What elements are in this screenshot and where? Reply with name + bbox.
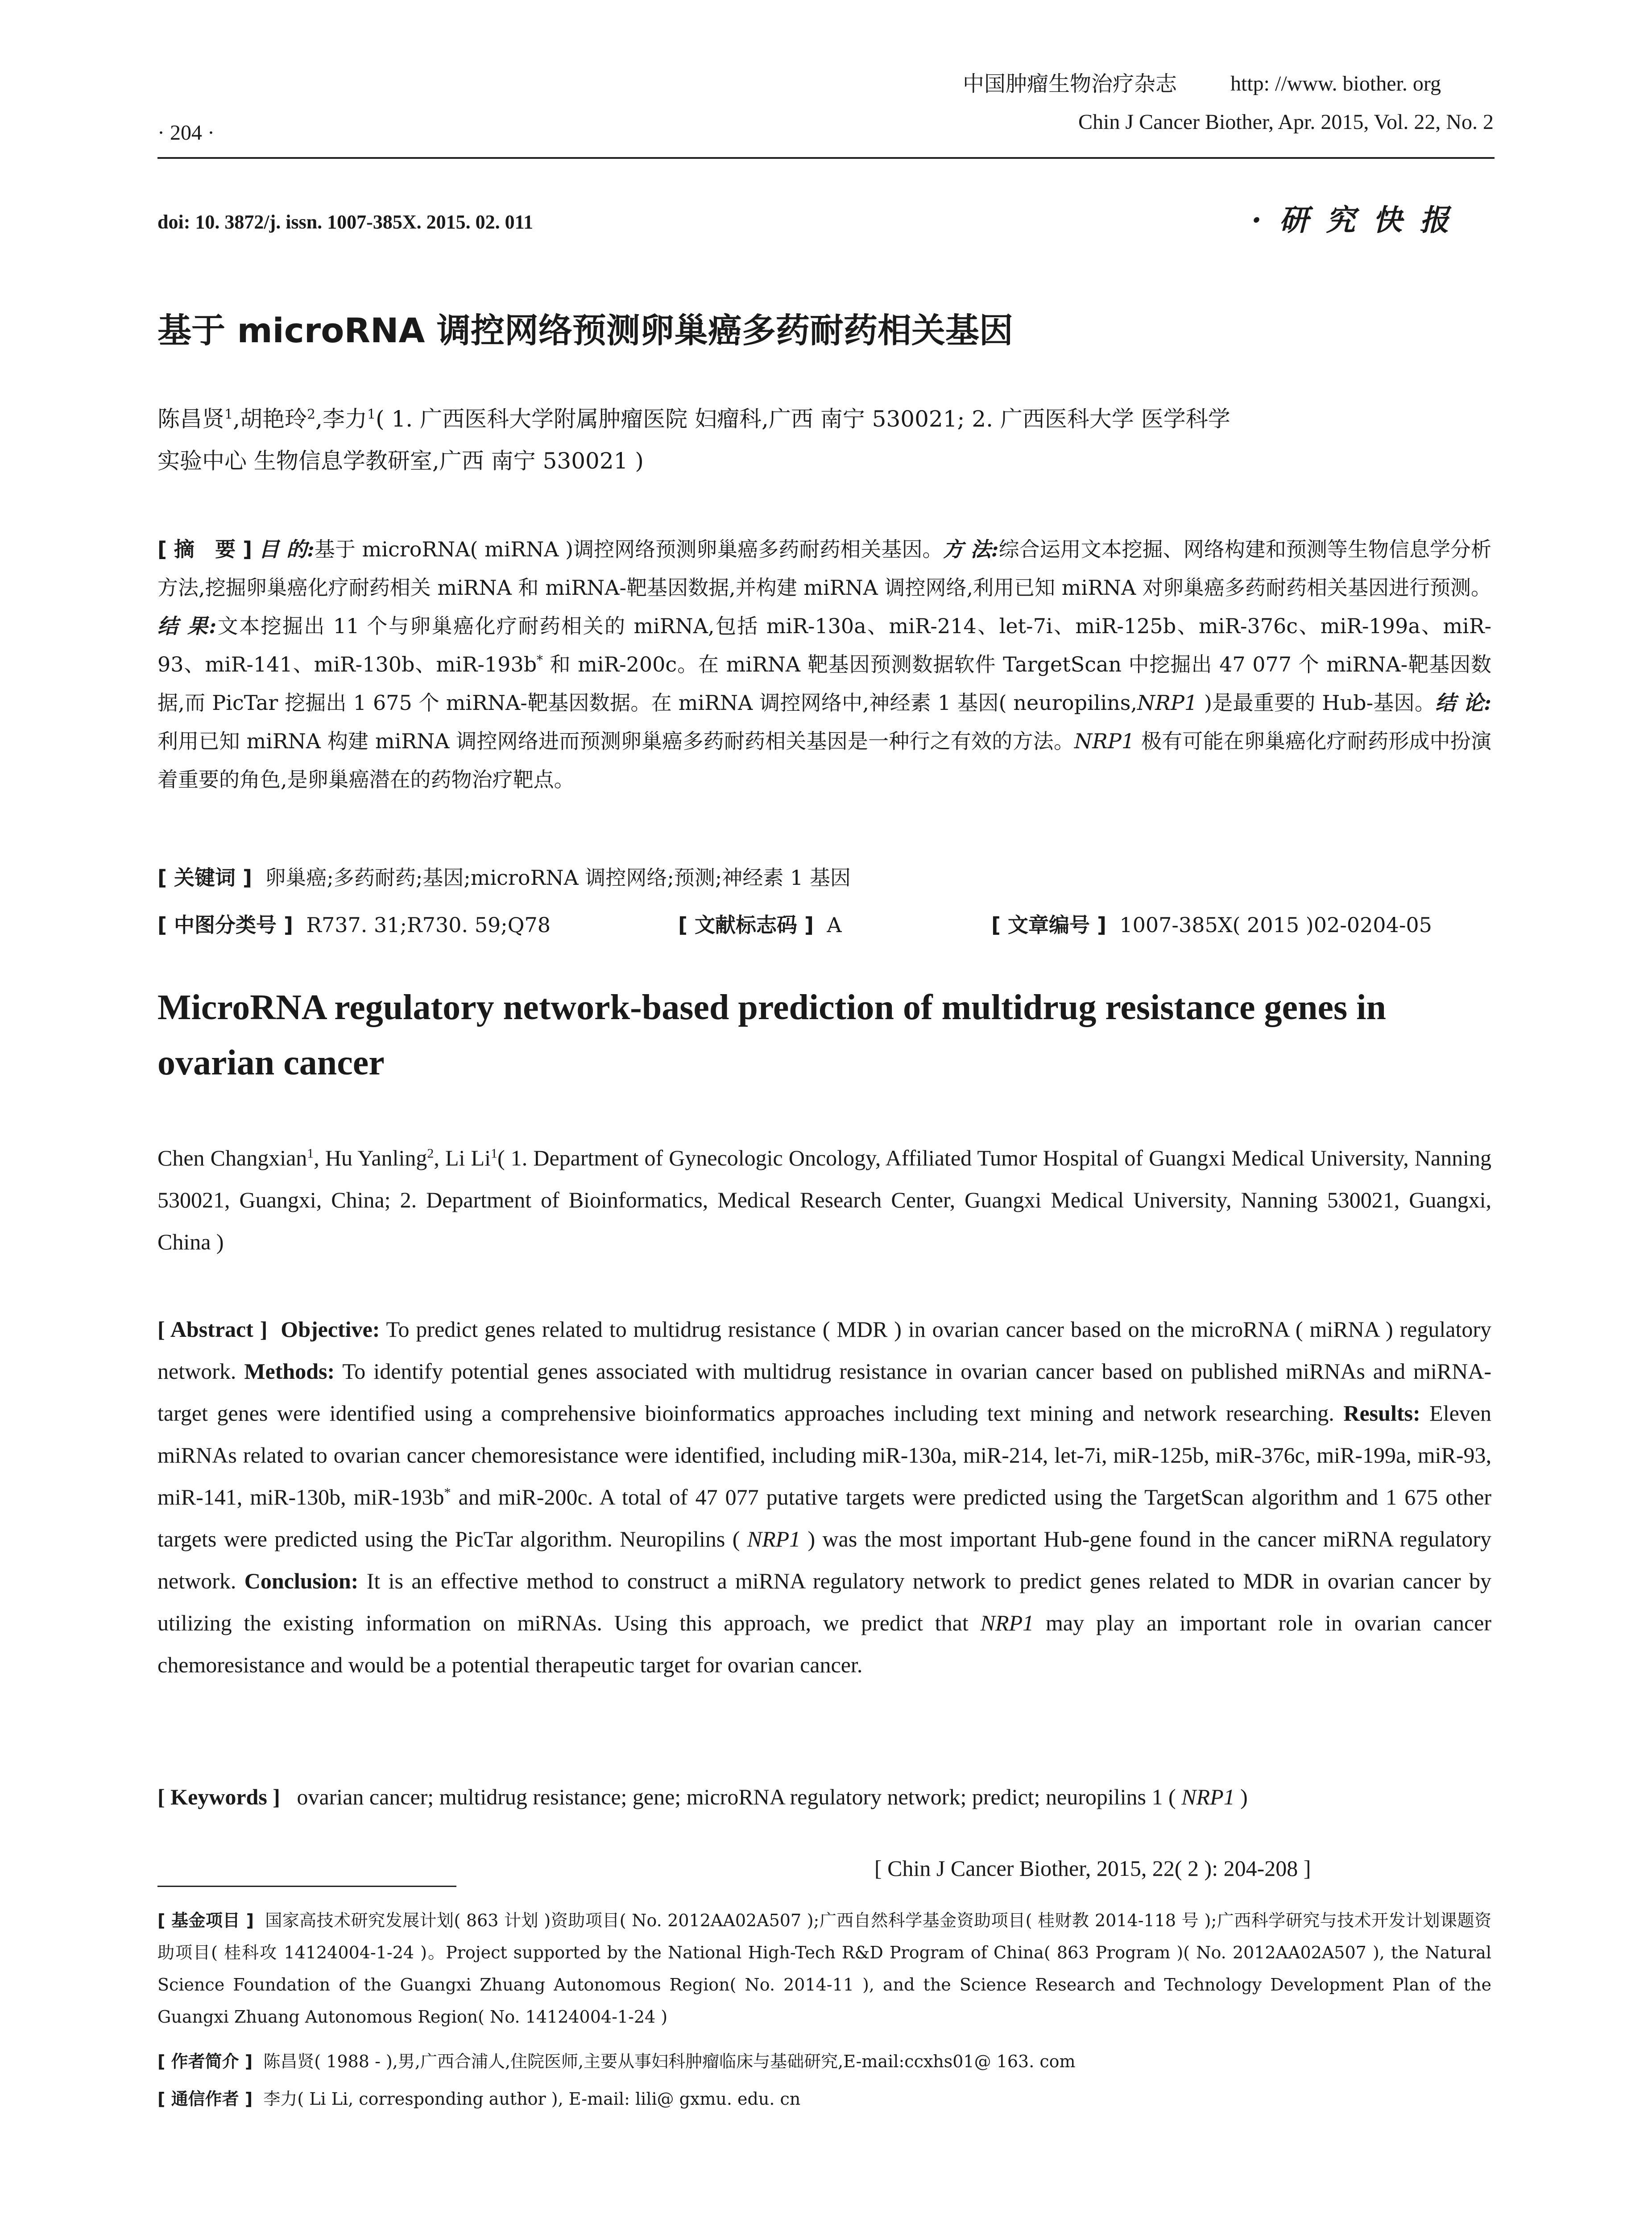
footnote-corresponding: [ 通信作者 ] 李力( Li Li, corresponding author ), E-mail: lili@ gxmu. edu. cn xyxy=(157,2089,801,2109)
abstract-en-label: [ Abstract ] xyxy=(157,1317,268,1342)
article-number: [ 文章编号 ] 1007-385X( 2015 )02-0204-05 xyxy=(991,913,1432,937)
gene-nrp1: NRP1 xyxy=(980,1610,1034,1635)
results-cn-label: 结 果: xyxy=(157,614,217,638)
footnote-funding: [ 基金项目 ] 国家高技术研究发展计划( 863 计划 )资助项目( No. 2012AA02A507 );广西自然科学基金资助项目( 桂财教 2014-118 号 );广西科学研究与技术开发计划课题资助项目( 桂科攻 14124004-1-24 )。Project supported by the National High-Tech R&D Program of China( 863 Program )( No. 2012AA02A507 ), the Natural Science Foundation of the Guangxi Zhuang Autonomous Region( No. 2014-11 ), and the Science Research and Technology Development Plan of the Guangxi Zhuang Autonomous Region( No. 14124004-1-24 ) xyxy=(157,1911,1491,2027)
title-en: MicroRNA regulatory network-based prediction of multidrug resistance genes in ovarian cancer xyxy=(157,988,1386,1082)
author-en-1: Chen Changxian xyxy=(157,1145,307,1170)
conclusion-cn-label: 结 论: xyxy=(1435,691,1492,715)
methods-en-label: Methods: xyxy=(244,1359,335,1384)
authors-cn: 陈昌贤$^1$,胡艳玲$^2$,李力$^1$( 1. 广西医科大学附属肿瘤医院 妇瘤科,广西 南宁 530021; 2. 广西医科大学 医学科学 实验中心 生物信息学教研室,广西 南宁 530021 ) xyxy=(157,406,1230,474)
journal-citation-header: Chin J Cancer Biother, Apr. 2015, Vol. 22, No. 2 xyxy=(1078,110,1494,134)
journal-name-cn: 中国肿瘤生物治疗杂志 xyxy=(963,71,1177,96)
keywords-en-label: [ Keywords ] xyxy=(157,1784,280,1809)
gene-nrp1: NRP1 xyxy=(1181,1784,1235,1809)
title-cn: 基于 microRNA 调控网络预测卵巢癌多药耐药相关基因 xyxy=(157,311,1013,350)
keywords-en: [ Keywords ] ovarian cancer; multidrug resistance; gene; microRNA regulatory network; predict; neuropilins 1 ( NRP1 ) xyxy=(157,1784,1248,1809)
citation: [ Chin J Cancer Biother, 2015, 22( 2 ): 204-208 ] xyxy=(874,1856,1311,1881)
conclusion-en-label: Conclusion: xyxy=(244,1568,359,1593)
clc-number: [ 中图分类号 ] R737. 31;R730. 59;Q78 xyxy=(157,913,551,937)
journal-url[interactable]: http: //www. biother. org xyxy=(1230,72,1441,95)
affiliation-cn-cont: 实验中心 生物信息学教研室,广西 南宁 530021 ) xyxy=(157,448,644,474)
author-en-3: Li Li xyxy=(445,1145,491,1170)
footnote-rule xyxy=(157,1886,456,1887)
gene-nrp1: NRP1 xyxy=(1074,729,1135,753)
author-1: 陈昌贤 xyxy=(157,406,224,432)
abstract-cn: [ 摘 要 ] 目 的:基于 microRNA( miRNA )调控网络预测卵巢癌多药耐药相关基因。方 法:综合运用文本挖掘、网络构建和预测等生物信息学分析方法,挖掘卵巢癌化疗耐药相关 miRNA 和 miRNA-靶基因数据,并构建 miRNA 调控网络,利用已知 miRNA 对卵巢癌多药耐药相关基因进行预测。结 果:文本挖掘出 11 个与卵巢癌化疗耐药相关的 miRNA,包括 miR-130a、miR-214、let-7i、miR-125b、miR-376c、miR-199a、miR-93、miR-141、miR-130b、miR-193b* 和 miR-200c。在 miRNA 靶基因预测数据软件 TargetScan 中挖掘出 47 077 个 miRNA-靶基因数据,而 PicTar 挖掘出 1 675 个 miRNA-靶基因数据。在 miRNA 调控网络中,神经素 1 基因( neuropilins,NRP1 )是最重要的 Hub-基因。结 论:利用已知 miRNA 构建 miRNA 调控网络进而预测卵巢癌多药耐药相关基因是一种行之有效的方法。NRP1 极有可能在卵巢癌化疗耐药形成中扮演着重要的角色,是卵巢癌潜在的药物治疗靶点。 xyxy=(157,537,1492,792)
keywords-cn-label: [ 关键词 ] xyxy=(157,866,253,890)
affiliation-cn: ( 1. 广西医科大学附属肿瘤医院 妇瘤科,广西 南宁 530021; 2. 广西医科大学 医学科学 xyxy=(376,406,1230,432)
footnote-author-bio: [ 作者简介 ] 陈昌贤( 1988 - ),男,广西合浦人,住院医师,主要从事妇科肿瘤临床与基础研究,E-mail:ccxhs01@ 163. com xyxy=(157,2052,1076,2071)
objective-cn-label: 目 的: xyxy=(258,537,315,561)
document-code: [ 文献标志码 ] A xyxy=(678,913,842,937)
gene-nrp1: NRP1 xyxy=(1137,691,1198,715)
gene-nrp1: NRP1 xyxy=(747,1526,801,1551)
keywords-cn: [ 关键词 ] 卵巢癌;多药耐药;基因;microRNA 调控网络;预测;神经素 1 基因 xyxy=(157,866,851,890)
authors-en: Chen Changxian$^1$, Hu Yanling$^2$, Li Li$^1$( 1. Department of Gynecologic Oncology, Affiliated Tumor Hospital of Guangxi Medical University, Nanning 530021, Guangxi, China; 2. Department of Bioinformatics, Medical Research Center, Guangxi Medical University, Nanning 530021, Guangxi, China ) xyxy=(157,1145,1492,1254)
author-3: 李力 xyxy=(323,406,367,432)
header-rule xyxy=(157,157,1495,159)
methods-cn-label: 方 法: xyxy=(943,537,999,561)
doi[interactable]: doi: 10. 3872/j. issn. 1007-385X. 2015. 02. 011 xyxy=(157,211,534,233)
abstract-cn-label: [ 摘 要 ] xyxy=(157,537,253,561)
results-en-label: Results: xyxy=(1343,1401,1420,1426)
author-en-2: Hu Yanling xyxy=(325,1145,427,1170)
objective-en-label: Objective: xyxy=(281,1317,380,1342)
affiliation-en: ( 1. Department of Gynecologic Oncology, Affiliated Tumor Hospital of Guangxi Medical University, Nanning 530021, Guangxi, China; 2. Department of Bioinformatics, Medical Research Center, Guangxi Medical University, Nanning 530021, Guangxi, China ) xyxy=(157,1145,1492,1254)
page-number: · 204 · xyxy=(157,121,215,145)
abstract-en: [ Abstract ] Objective: To predict genes related to multidrug resistance ( MDR ) in ovarian cancer based on the microRNA ( miRNA ) regulatory network. Methods: To identify potential genes associated with multidrug resistance in ovarian cancer based on published miRNAs and miRNA-target genes were identified using a comprehensive bioinformatics approaches including text mining and network researching. Results: Eleven miRNAs related to ovarian cancer chemoresistance were identified, including miR-130a, miR-214, let-7i, miR-125b, miR-376c, miR-199a, miR-93, miR-141, miR-130b, miR-193b* and miR-200c. A total of 47 077 putative targets were predicted using the TargetScan algorithm and 1 675 other targets were predicted using the PicTar algorithm. Neuropilins ( NRP1 ) was the most important Hub-gene found in the cancer miRNA regulatory network. Conclusion: It is an effective method to construct a miRNA regulatory network to predict genes related to MDR in ovarian cancer by utilizing the existing information on miRNAs. Using this approach, we predict that NRP1 may play an important role in ovarian cancer chemoresistance and would be a potential therapeutic target for ovarian cancer. xyxy=(157,1317,1492,1677)
section-tag: · 研 究 快 报 xyxy=(1251,203,1453,237)
author-2: 胡艳玲 xyxy=(240,406,307,432)
